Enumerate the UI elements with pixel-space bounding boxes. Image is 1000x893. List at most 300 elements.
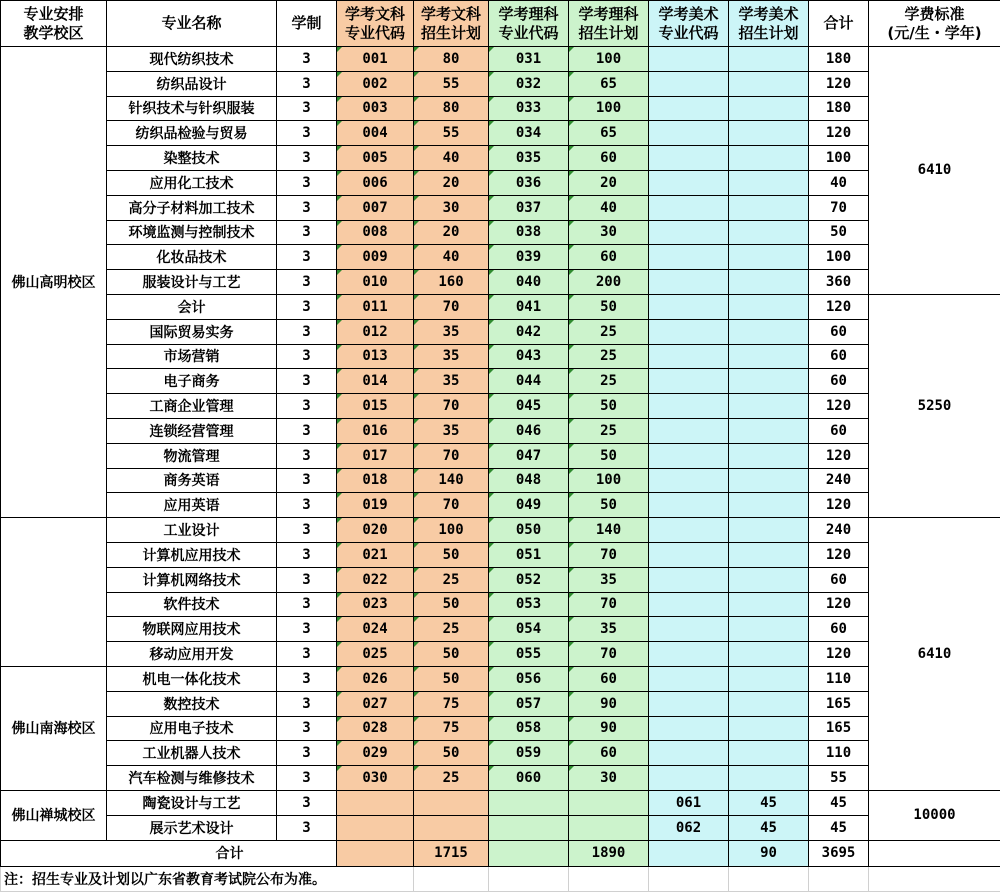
row-total-cell: 45 (809, 815, 869, 840)
cell-flag-icon (337, 593, 342, 598)
finearts-code-cell (649, 592, 729, 617)
header-finearts-code: 学考美术 专业代码 (649, 1, 729, 47)
cell-flag-icon (489, 369, 494, 374)
cell-flag-icon (489, 97, 494, 102)
major-name-cell: 纺织品检验与贸易 (107, 121, 277, 146)
cell-flag-icon (489, 469, 494, 474)
science-code-cell: 040 (489, 270, 569, 295)
years-cell: 3 (277, 344, 337, 369)
arts-plan-cell: 50 (414, 741, 489, 766)
major-name-cell: 环境监测与控制技术 (107, 220, 277, 245)
cell-flag-icon (569, 568, 574, 573)
cell-flag-icon (337, 518, 342, 523)
arts-plan-cell: 75 (414, 716, 489, 741)
finearts-code-cell (649, 443, 729, 468)
finearts-code-cell (649, 170, 729, 195)
finearts-code-cell (649, 270, 729, 295)
finearts-plan-cell (729, 369, 809, 394)
science-plan-cell (569, 815, 649, 840)
cell-flag-icon (489, 593, 494, 598)
campus-cell (1, 518, 107, 667)
cell-flag-icon (489, 568, 494, 573)
arts-plan-cell: 80 (414, 47, 489, 72)
table-row (1, 47, 1000, 72)
finearts-plan-cell (729, 121, 809, 146)
finearts-code-cell (649, 369, 729, 394)
arts-code-cell: 027 (337, 691, 414, 716)
arts-code-cell: 013 (337, 344, 414, 369)
cell-flag-icon (414, 394, 419, 399)
cell-flag-icon (337, 444, 342, 449)
major-name-cell: 连锁经营管理 (107, 418, 277, 443)
table-row (1, 815, 1000, 840)
arts-code-cell: 025 (337, 642, 414, 667)
row-total-cell: 120 (809, 642, 869, 667)
arts-plan-cell: 55 (414, 121, 489, 146)
finearts-code-cell (649, 394, 729, 419)
sum-science-code-cell (489, 840, 569, 866)
major-name-cell: 数控技术 (107, 691, 277, 716)
major-name-cell: 应用化工技术 (107, 170, 277, 195)
finearts-plan-cell (729, 245, 809, 270)
finearts-code-cell (649, 518, 729, 543)
arts-code-cell: 009 (337, 245, 414, 270)
cell-flag-icon (414, 171, 419, 176)
finearts-code-cell (649, 319, 729, 344)
science-code-cell (489, 815, 569, 840)
years-cell: 3 (277, 294, 337, 319)
science-plan-cell: 60 (569, 741, 649, 766)
years-cell: 3 (277, 47, 337, 72)
arts-code-cell: 008 (337, 220, 414, 245)
cell-flag-icon (337, 121, 342, 126)
arts-code-cell: 026 (337, 666, 414, 691)
finearts-code-cell (649, 542, 729, 567)
campus-cell: 佛山禅城校区 (1, 790, 107, 840)
science-code-cell: 034 (489, 121, 569, 146)
arts-code-cell: 003 (337, 96, 414, 121)
science-plan-cell: 25 (569, 369, 649, 394)
table-row (1, 542, 1000, 567)
row-total-cell: 120 (809, 592, 869, 617)
finearts-plan-cell (729, 518, 809, 543)
cell-flag-icon (489, 444, 494, 449)
row-total-cell: 120 (809, 542, 869, 567)
empty-note-cell (489, 866, 569, 891)
science-plan-cell: 60 (569, 666, 649, 691)
major-name-cell: 化妆品技术 (107, 245, 277, 270)
empty-note-cell (869, 866, 1000, 891)
years-cell: 3 (277, 493, 337, 518)
arts-code-cell: 012 (337, 319, 414, 344)
arts-plan-cell: 40 (414, 245, 489, 270)
campus-cell: 佛山南海校区 (1, 666, 107, 790)
row-total-cell: 120 (809, 71, 869, 96)
years-cell: 3 (277, 270, 337, 295)
header-row (1, 1, 1000, 47)
major-name-cell: 高分子材料加工技术 (107, 195, 277, 220)
cell-flag-icon (569, 419, 574, 424)
cell-flag-icon (337, 642, 342, 647)
years-cell: 3 (277, 220, 337, 245)
cell-flag-icon (414, 642, 419, 647)
table-row (1, 518, 1000, 543)
cell-flag-icon (337, 741, 342, 746)
major-name-cell: 工业设计 (107, 518, 277, 543)
cell-flag-icon (569, 766, 574, 771)
cell-flag-icon (569, 518, 574, 523)
science-plan-cell: 100 (569, 96, 649, 121)
cell-flag-icon (337, 766, 342, 771)
cell-flag-icon (337, 692, 342, 697)
cell-flag-icon (489, 345, 494, 350)
row-total-cell: 50 (809, 220, 869, 245)
cell-flag-icon (489, 72, 494, 77)
cell-flag-icon (414, 345, 419, 350)
table-row (1, 716, 1000, 741)
arts-plan-cell: 70 (414, 394, 489, 419)
arts-plan-cell: 40 (414, 146, 489, 171)
table-row (1, 418, 1000, 443)
finearts-plan-cell (729, 418, 809, 443)
cell-flag-icon (569, 692, 574, 697)
cell-flag-icon (489, 766, 494, 771)
years-cell: 3 (277, 617, 337, 642)
finearts-plan-cell (729, 468, 809, 493)
years-cell: 3 (277, 592, 337, 617)
cell-flag-icon (569, 369, 574, 374)
science-code-cell: 046 (489, 418, 569, 443)
sum-science-plan-cell: 1890 (569, 840, 649, 866)
finearts-plan-cell (729, 170, 809, 195)
cell-flag-icon (414, 593, 419, 598)
table-row (1, 294, 1000, 319)
arts-plan-cell: 25 (414, 617, 489, 642)
cell-flag-icon (337, 345, 342, 350)
science-code-cell: 032 (489, 71, 569, 96)
arts-code-cell: 018 (337, 468, 414, 493)
major-name-cell: 商务英语 (107, 468, 277, 493)
finearts-plan-cell: 45 (729, 815, 809, 840)
table-row (1, 121, 1000, 146)
cell-flag-icon (489, 419, 494, 424)
major-name-cell: 陶瓷设计与工艺 (107, 790, 277, 815)
science-code-cell: 039 (489, 245, 569, 270)
header-arts-plan: 学考文科 招生计划 (414, 1, 489, 47)
years-cell: 3 (277, 146, 337, 171)
years-cell: 3 (277, 418, 337, 443)
cell-flag-icon (337, 617, 342, 622)
science-code-cell: 054 (489, 617, 569, 642)
science-code-cell: 055 (489, 642, 569, 667)
science-code-cell: 047 (489, 443, 569, 468)
cell-flag-icon (489, 196, 494, 201)
arts-plan-cell: 50 (414, 542, 489, 567)
cell-flag-icon (337, 221, 342, 226)
science-plan-cell: 35 (569, 567, 649, 592)
major-name-cell: 物流管理 (107, 443, 277, 468)
years-cell: 3 (277, 195, 337, 220)
years-cell: 3 (277, 815, 337, 840)
years-cell: 3 (277, 121, 337, 146)
arts-plan-cell: 50 (414, 592, 489, 617)
empty-note-cell (414, 866, 489, 891)
cell-flag-icon (337, 717, 342, 722)
cell-flag-icon (489, 295, 494, 300)
arts-code-cell: 011 (337, 294, 414, 319)
years-cell: 3 (277, 766, 337, 791)
years-cell: 3 (277, 666, 337, 691)
cell-flag-icon (337, 171, 342, 176)
years-cell: 3 (277, 468, 337, 493)
science-code-cell: 041 (489, 294, 569, 319)
row-total-cell: 120 (809, 493, 869, 518)
major-name-cell: 物联网应用技术 (107, 617, 277, 642)
years-cell: 3 (277, 96, 337, 121)
science-code-cell: 036 (489, 170, 569, 195)
cell-flag-icon (414, 568, 419, 573)
science-plan-cell: 65 (569, 121, 649, 146)
finearts-plan-cell (729, 294, 809, 319)
cell-flag-icon (569, 394, 574, 399)
science-code-cell (489, 790, 569, 815)
cell-flag-icon (414, 295, 419, 300)
header-science-code: 学考理科 专业代码 (489, 1, 569, 47)
cell-flag-icon (414, 196, 419, 201)
arts-code-cell: 029 (337, 741, 414, 766)
arts-code-cell: 005 (337, 146, 414, 171)
science-code-cell: 033 (489, 96, 569, 121)
sum-arts-code-cell (337, 840, 414, 866)
science-code-cell: 049 (489, 493, 569, 518)
cell-flag-icon (569, 221, 574, 226)
cell-flag-icon (337, 543, 342, 548)
arts-plan-cell: 25 (414, 766, 489, 791)
science-plan-cell: 140 (569, 518, 649, 543)
arts-plan-cell (414, 790, 489, 815)
fee-cell: 6410 (869, 47, 1000, 295)
row-total-cell: 100 (809, 146, 869, 171)
cell-flag-icon (489, 543, 494, 548)
sum-arts-plan-cell: 1715 (414, 840, 489, 866)
science-code-cell: 053 (489, 592, 569, 617)
cell-flag-icon (489, 171, 494, 176)
row-total-cell: 360 (809, 270, 869, 295)
cell-flag-icon (414, 717, 419, 722)
table-row (1, 394, 1000, 419)
science-code-cell: 052 (489, 567, 569, 592)
cell-flag-icon (489, 617, 494, 622)
header-major: 专业名称 (107, 1, 277, 47)
arts-plan-cell: 75 (414, 691, 489, 716)
sum-finearts-plan-cell: 90 (729, 840, 809, 866)
finearts-plan-cell (729, 542, 809, 567)
finearts-code-cell (649, 716, 729, 741)
years-cell: 3 (277, 542, 337, 567)
row-total-cell: 60 (809, 369, 869, 394)
table-row (1, 270, 1000, 295)
finearts-code-cell (649, 666, 729, 691)
cell-flag-icon (489, 717, 494, 722)
arts-plan-cell: 35 (414, 344, 489, 369)
science-code-cell: 038 (489, 220, 569, 245)
science-plan-cell: 90 (569, 691, 649, 716)
major-name-cell: 计算机应用技术 (107, 542, 277, 567)
arts-plan-cell: 70 (414, 443, 489, 468)
cell-flag-icon (337, 469, 342, 474)
arts-code-cell: 022 (337, 567, 414, 592)
row-total-cell: 110 (809, 741, 869, 766)
fee-cell: 5250 (869, 294, 1000, 517)
finearts-plan-cell (729, 617, 809, 642)
arts-plan-cell: 35 (414, 319, 489, 344)
cell-flag-icon (489, 221, 494, 226)
finearts-code-cell (649, 47, 729, 72)
row-total-cell: 110 (809, 666, 869, 691)
campus-cell: 佛山高明校区 (1, 47, 107, 518)
science-plan-cell: 70 (569, 642, 649, 667)
table-row (1, 666, 1000, 691)
science-plan-cell (569, 790, 649, 815)
science-plan-cell: 100 (569, 47, 649, 72)
cell-flag-icon (414, 766, 419, 771)
header-campus: 专业安排 教学校区 (1, 1, 107, 47)
major-name-cell: 软件技术 (107, 592, 277, 617)
cell-flag-icon (414, 493, 419, 498)
cell-flag-icon (569, 97, 574, 102)
row-total-cell: 60 (809, 617, 869, 642)
science-plan-cell: 70 (569, 542, 649, 567)
row-total-cell: 165 (809, 691, 869, 716)
row-total-cell: 60 (809, 418, 869, 443)
table-row (1, 319, 1000, 344)
row-total-cell: 180 (809, 96, 869, 121)
row-total-cell: 120 (809, 121, 869, 146)
header-fee: 学费标准 (元/生・学年) (869, 1, 1000, 47)
major-name-cell: 机电一体化技术 (107, 666, 277, 691)
cell-flag-icon (569, 295, 574, 300)
finearts-plan-cell (729, 319, 809, 344)
finearts-code-cell (649, 766, 729, 791)
cell-flag-icon (569, 245, 574, 250)
years-cell: 3 (277, 716, 337, 741)
cell-flag-icon (337, 295, 342, 300)
finearts-code-cell: 061 (649, 790, 729, 815)
science-code-cell: 059 (489, 741, 569, 766)
arts-code-cell: 017 (337, 443, 414, 468)
finearts-code-cell (649, 493, 729, 518)
arts-plan-cell: 35 (414, 369, 489, 394)
finearts-plan-cell (729, 220, 809, 245)
arts-code-cell: 006 (337, 170, 414, 195)
finearts-code-cell (649, 468, 729, 493)
science-code-cell: 060 (489, 766, 569, 791)
major-name-cell: 汽车检测与维修技术 (107, 766, 277, 791)
science-code-cell: 048 (489, 468, 569, 493)
table-row (1, 195, 1000, 220)
cell-flag-icon (337, 47, 342, 52)
cell-flag-icon (489, 121, 494, 126)
science-plan-cell: 65 (569, 71, 649, 96)
header-finearts-plan: 学考美术 招生计划 (729, 1, 809, 47)
arts-plan-cell: 20 (414, 170, 489, 195)
table-row (1, 468, 1000, 493)
cell-flag-icon (337, 394, 342, 399)
finearts-plan-cell (729, 666, 809, 691)
finearts-plan-cell (729, 394, 809, 419)
arts-plan-cell: 80 (414, 96, 489, 121)
years-cell: 3 (277, 443, 337, 468)
cell-flag-icon (414, 245, 419, 250)
arts-code-cell: 021 (337, 542, 414, 567)
science-code-cell: 042 (489, 319, 569, 344)
arts-plan-cell: 50 (414, 642, 489, 667)
science-plan-cell: 200 (569, 270, 649, 295)
finearts-plan-cell (729, 195, 809, 220)
arts-code-cell (337, 815, 414, 840)
row-total-cell: 120 (809, 443, 869, 468)
cell-flag-icon (414, 221, 419, 226)
science-plan-cell: 50 (569, 493, 649, 518)
finearts-code-cell (649, 220, 729, 245)
years-cell: 3 (277, 741, 337, 766)
finearts-code-cell (649, 344, 729, 369)
table-row (1, 691, 1000, 716)
years-cell: 3 (277, 170, 337, 195)
arts-plan-cell: 55 (414, 71, 489, 96)
major-name-cell: 会计 (107, 294, 277, 319)
arts-code-cell: 014 (337, 369, 414, 394)
row-total-cell: 60 (809, 344, 869, 369)
empty-note-cell (729, 866, 809, 891)
cell-flag-icon (337, 72, 342, 77)
fee-cell: 10000 (869, 790, 1000, 840)
table-row (1, 96, 1000, 121)
arts-code-cell: 002 (337, 71, 414, 96)
science-code-cell: 037 (489, 195, 569, 220)
cell-flag-icon (337, 270, 342, 275)
finearts-plan-cell (729, 766, 809, 791)
years-cell: 3 (277, 567, 337, 592)
row-total-cell: 180 (809, 47, 869, 72)
arts-plan-cell: 70 (414, 294, 489, 319)
finearts-code-cell (649, 642, 729, 667)
cell-flag-icon (414, 97, 419, 102)
cell-flag-icon (414, 617, 419, 622)
row-total-cell: 70 (809, 195, 869, 220)
cell-flag-icon (489, 518, 494, 523)
finearts-code-cell (649, 741, 729, 766)
arts-code-cell: 015 (337, 394, 414, 419)
row-total-cell: 240 (809, 468, 869, 493)
major-name-cell: 展示艺术设计 (107, 815, 277, 840)
arts-plan-cell: 100 (414, 518, 489, 543)
finearts-plan-cell (729, 270, 809, 295)
cell-flag-icon (414, 270, 419, 275)
table-row (1, 567, 1000, 592)
science-code-cell: 056 (489, 666, 569, 691)
major-name-cell: 服装设计与工艺 (107, 270, 277, 295)
major-name-cell: 移动应用开发 (107, 642, 277, 667)
cell-flag-icon (337, 245, 342, 250)
finearts-code-cell (649, 294, 729, 319)
science-plan-cell: 40 (569, 195, 649, 220)
science-plan-cell: 50 (569, 394, 649, 419)
arts-code-cell: 028 (337, 716, 414, 741)
cell-flag-icon (489, 320, 494, 325)
sum-total-cell: 3695 (809, 840, 869, 866)
cell-flag-icon (569, 741, 574, 746)
